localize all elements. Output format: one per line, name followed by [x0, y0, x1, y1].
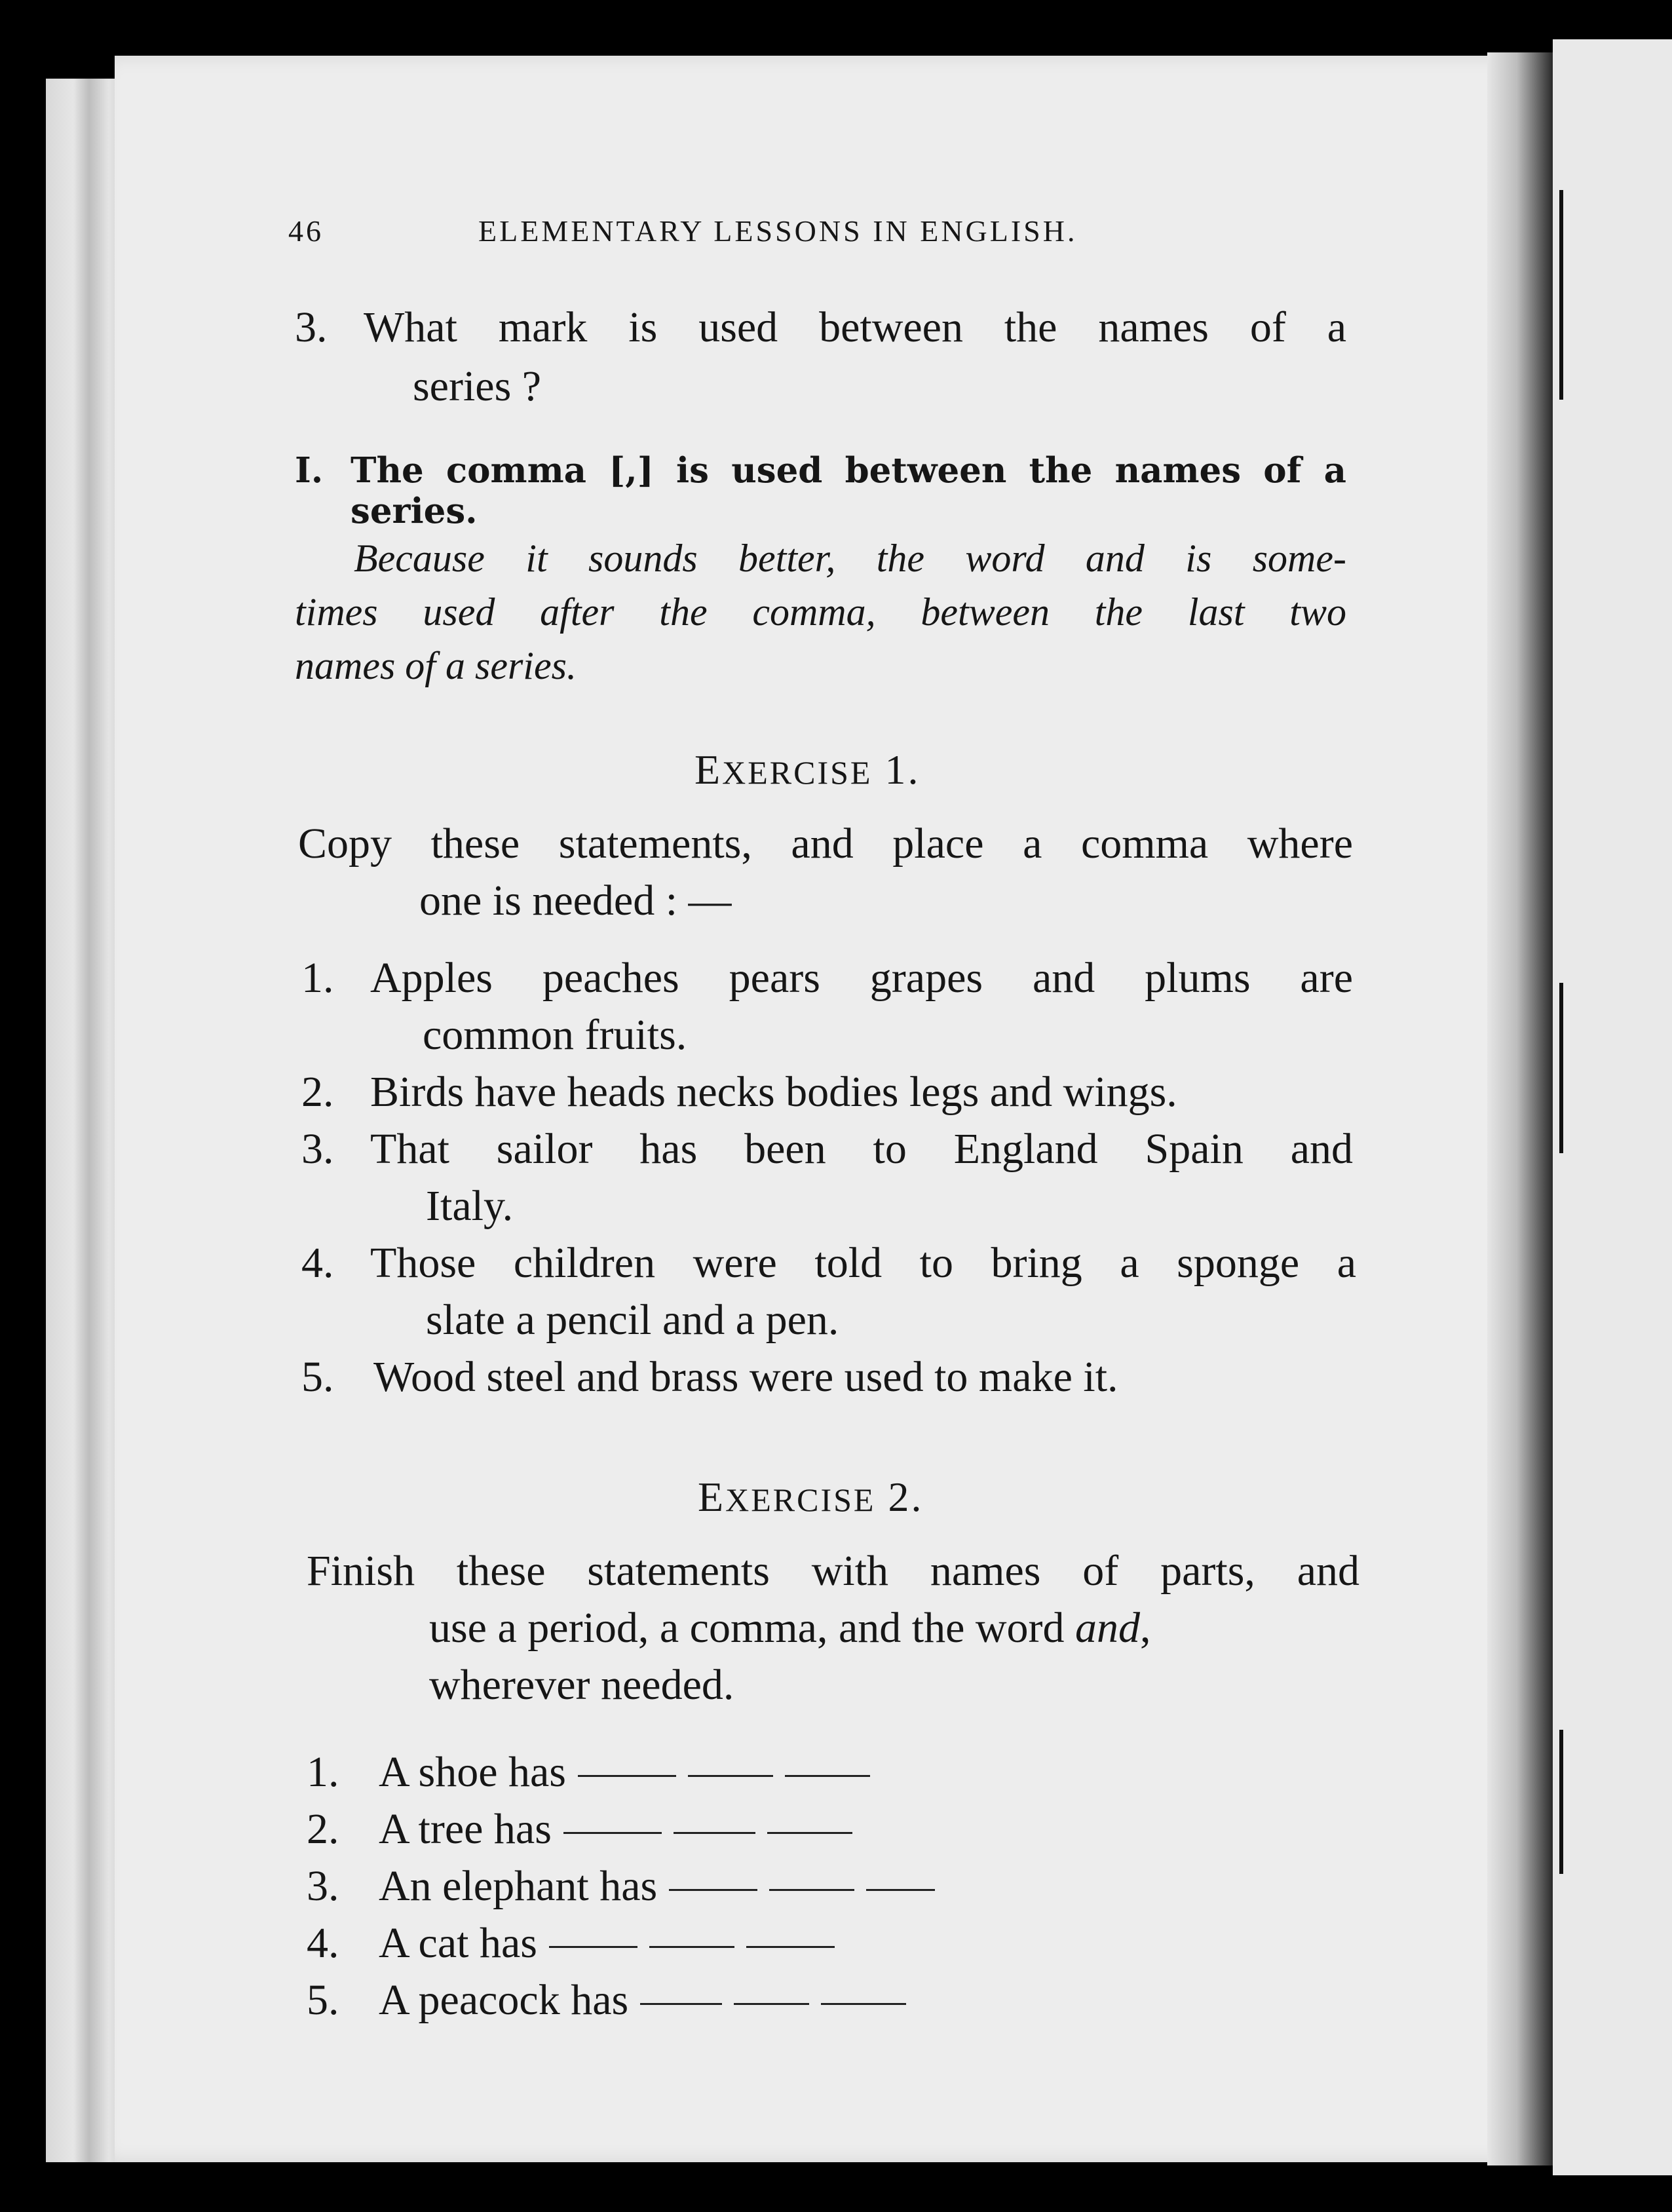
answer-blank: [746, 1946, 835, 1948]
answer-blank: [563, 1832, 662, 1834]
exercise-2-title-rest: XERCISE: [725, 1481, 876, 1518]
answer-blank: [649, 1946, 734, 1948]
answer-blank: [549, 1946, 637, 1948]
exercise-2-instruction-line-2-end: ,: [1140, 1604, 1151, 1652]
exercise-2-title-num: 2.: [888, 1474, 924, 1520]
exercise-1-title-cap: E: [694, 746, 723, 793]
answer-blank: [767, 1832, 852, 1834]
facing-page-edge-line: [1559, 983, 1563, 1153]
exercise-2-title: [698, 1473, 923, 1521]
exercise-1-item-1-line-1: Apples peaches pears grapes and plums are: [370, 954, 1353, 1002]
exercise-1-item-1-line-2: common fruits.: [423, 1011, 687, 1059]
exercise-1-item-number: 5.: [301, 1353, 334, 1401]
exercise-2-instruction-line-2-text: use a period, a comma, and the word: [429, 1604, 1076, 1652]
exercise-1-title-num: 1.: [884, 746, 921, 793]
exercise-1-item-number: 3.: [301, 1125, 334, 1173]
exercise-2-instruction-line-2: [429, 1603, 1151, 1653]
question-number: 3.: [295, 303, 328, 351]
exercise-2-item-4: [307, 1918, 835, 1968]
exercise-1-instruction-line-1: Copy these statements, and place a comma where: [298, 820, 1353, 868]
exercise-1-item-2-line-1: Birds have heads necks bodies legs and wings.: [370, 1068, 1177, 1116]
exercise-1-item-4-line-2: slate a pencil and a pen.: [426, 1296, 839, 1344]
exercise-2-item-number: 4.: [307, 1919, 339, 1967]
exercise-1-item-number: 1.: [301, 954, 334, 1002]
exercise-1-item-3-line-1: That sailor has been to England Spain and: [370, 1125, 1353, 1173]
page-gutter: [1487, 52, 1553, 2165]
exercise-1-item-number: 4.: [301, 1239, 334, 1287]
exercise-1-item-number: 2.: [301, 1068, 334, 1116]
answer-blank: [785, 1775, 870, 1777]
note-line-1-text: Because it sounds better, the word and is some-: [354, 537, 1346, 580]
exercise-2-instruction-line-3: wherever needed.: [429, 1661, 734, 1709]
answer-blank: [688, 1775, 773, 1777]
note-line-3: names of a series.: [295, 644, 577, 687]
exercise-2-item-text: A tree has: [379, 1805, 552, 1853]
running-title: ELEMENTARY LESSONS IN ENGLISH.: [478, 214, 1078, 248]
answer-blank: [674, 1832, 755, 1834]
book-page-edges: [46, 79, 124, 2162]
facing-page-edge-line: [1559, 1730, 1563, 1874]
exercise-2-item-2: [307, 1804, 852, 1854]
question-line-2: series ?: [413, 362, 542, 410]
question-line-1: What mark is used between the names of a: [364, 303, 1346, 351]
exercise-2-item-text: A cat has: [379, 1919, 537, 1967]
note-line-2: times used after the comma, between the last two: [295, 590, 1346, 634]
exercise-2-item-text: An elephant has: [379, 1862, 658, 1910]
exercise-2-item-3: [307, 1861, 935, 1911]
rule-text: The comma [,] is used between the names of a series.: [351, 450, 1346, 531]
exercise-2-item-text: A shoe has: [379, 1748, 566, 1796]
answer-blank: [769, 1889, 854, 1891]
page-number: 46: [288, 214, 324, 248]
answer-blank: [866, 1889, 935, 1891]
exercise-1-item-4-line-1: Those children were told to bring a sponge a: [370, 1239, 1356, 1287]
exercise-1-item-5-line-1: Wood steel and brass were used to make it.: [373, 1353, 1118, 1401]
answer-blank: [821, 2003, 906, 2005]
exercise-1-item-3-line-2: Italy.: [426, 1182, 514, 1230]
exercise-2-item-number: 3.: [307, 1862, 339, 1910]
note-line-1: [354, 536, 1346, 581]
exercise-2-item-number: 5.: [307, 1976, 339, 2024]
exercise-1-title-rest: XERCISE: [722, 754, 873, 791]
facing-page: [1553, 39, 1672, 2175]
exercise-1-title: [694, 746, 920, 794]
facing-page-edge-line: [1559, 190, 1563, 400]
exercise-2-item-5: [307, 1975, 906, 2025]
answer-blank: [640, 2003, 722, 2005]
exercise-2-instruction-emphasis: and: [1075, 1604, 1141, 1652]
exercise-2-item-number: 1.: [307, 1748, 339, 1796]
exercise-1-instruction-line-2: one is needed : —: [419, 877, 732, 925]
exercise-2-item-text: A peacock has: [379, 1976, 629, 2024]
exercise-2-item-1: [307, 1747, 870, 1797]
answer-blank: [734, 2003, 809, 2005]
exercise-2-item-number: 2.: [307, 1805, 339, 1853]
rule-number: I.: [295, 450, 324, 491]
answer-blank: [578, 1775, 676, 1777]
exercise-2-title-cap: E: [698, 1474, 726, 1520]
exercise-2-instruction-line-1: Finish these statements with names of parts, and: [307, 1547, 1359, 1595]
answer-blank: [669, 1889, 757, 1891]
